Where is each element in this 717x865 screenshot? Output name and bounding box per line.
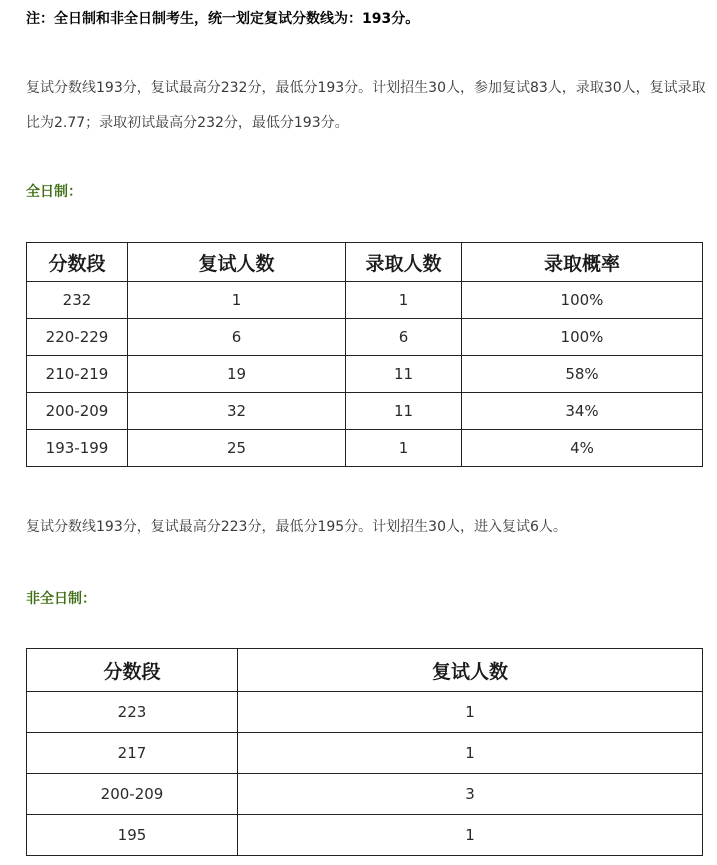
header-retest-count: 复试人数 bbox=[238, 649, 703, 692]
admit-count-cell: 11 bbox=[346, 356, 462, 393]
retest-count-cell: 1 bbox=[128, 282, 346, 319]
retest-count-cell: 1 bbox=[238, 692, 703, 733]
table-row bbox=[27, 692, 703, 733]
admit-count-cell: 6 bbox=[346, 319, 462, 356]
header-admit-count: 录取人数 bbox=[346, 243, 462, 282]
table-row bbox=[27, 733, 703, 774]
parttime-summary: 复试分数线193分，复试最高分223分，最低分195分。计划招生30人，进入复试6人。 bbox=[26, 519, 567, 535]
parttime-table bbox=[26, 648, 703, 856]
retest-count-cell: 1 bbox=[238, 815, 703, 856]
admit-rate-cell: 100% bbox=[462, 282, 703, 319]
retest-count-cell: 6 bbox=[128, 319, 346, 356]
header-admit-rate: 录取概率 bbox=[462, 243, 703, 282]
score-range-cell: 217 bbox=[27, 733, 238, 774]
admit-rate-cell: 100% bbox=[462, 319, 703, 356]
table-header-row bbox=[27, 649, 703, 692]
retest-count-cell: 32 bbox=[128, 393, 346, 430]
retest-count-cell: 19 bbox=[128, 356, 346, 393]
table-row bbox=[27, 282, 703, 319]
retest-count-cell: 25 bbox=[128, 430, 346, 467]
admit-count-cell: 11 bbox=[346, 393, 462, 430]
table-row bbox=[27, 774, 703, 815]
retest-count-cell: 3 bbox=[238, 774, 703, 815]
score-range-cell: 200-209 bbox=[27, 393, 128, 430]
table-row bbox=[27, 393, 703, 430]
fulltime-table bbox=[26, 242, 703, 467]
table-row bbox=[27, 430, 703, 467]
fulltime-summary: 复试分数线193分，复试最高分232分，最低分193分。计划招生30人，参加复试83人，录取30人，复试录取比为2.77；录取初试最高分232分，最低分193分。 bbox=[26, 80, 706, 131]
score-range-cell: 195 bbox=[27, 815, 238, 856]
score-range-cell: 200-209 bbox=[27, 774, 238, 815]
score-range-cell: 223 bbox=[27, 692, 238, 733]
admit-rate-cell: 4% bbox=[462, 430, 703, 467]
admit-count-cell: 1 bbox=[346, 430, 462, 467]
table-row bbox=[27, 356, 703, 393]
table-row bbox=[27, 319, 703, 356]
score-range-cell: 193-199 bbox=[27, 430, 128, 467]
admit-rate-cell: 34% bbox=[462, 393, 703, 430]
admit-rate-cell: 58% bbox=[462, 356, 703, 393]
score-range-cell: 220-229 bbox=[27, 319, 128, 356]
table-header-row bbox=[27, 243, 703, 282]
parttime-section-title: 非全日制： bbox=[26, 591, 96, 607]
fulltime-section-title: 全日制： bbox=[26, 184, 82, 200]
note-text: 注：全日制和非全日制考生，统一划定复试分数线为：193分。 bbox=[26, 11, 420, 27]
score-range-cell: 210-219 bbox=[27, 356, 128, 393]
score-range-cell: 232 bbox=[27, 282, 128, 319]
header-retest-count: 复试人数 bbox=[128, 243, 346, 282]
header-score-range: 分数段 bbox=[27, 243, 128, 282]
table-row bbox=[27, 815, 703, 856]
retest-count-cell: 1 bbox=[238, 733, 703, 774]
header-score-range: 分数段 bbox=[27, 649, 238, 692]
admit-count-cell: 1 bbox=[346, 282, 462, 319]
